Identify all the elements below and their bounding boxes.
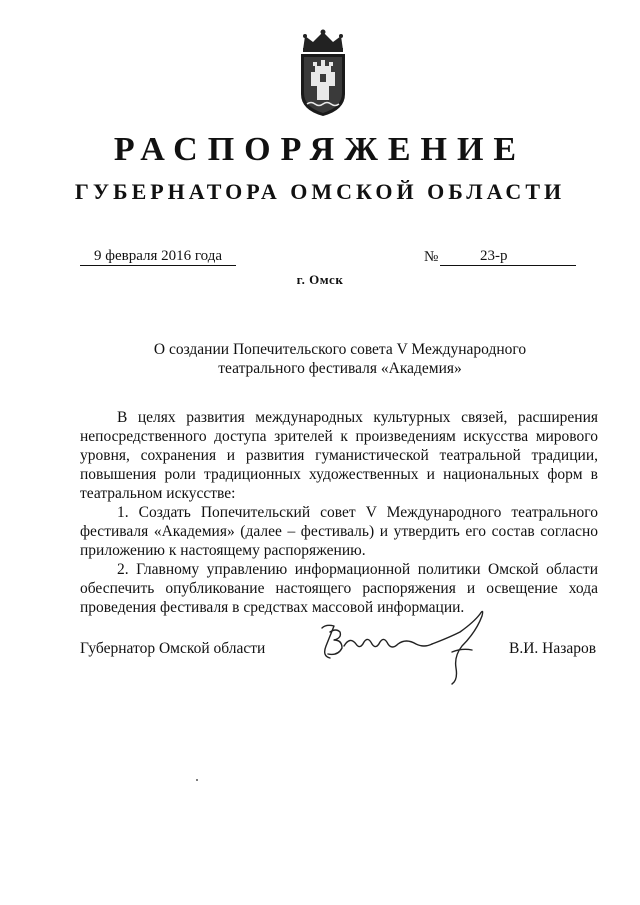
omsk-coat-of-arms-icon: [291, 28, 355, 118]
signer-role: Губернатор Омской области: [80, 640, 266, 657]
handwritten-signature-icon: [312, 606, 498, 686]
number-label: №: [424, 249, 439, 265]
subject-line-2: театрального фестиваля «Академия»: [218, 360, 462, 377]
document-subtitle: ГУБЕРНАТОРА ОМСКОЙ ОБЛАСТИ: [74, 179, 566, 204]
document-number: 23-р: [440, 247, 576, 266]
subject-line-1: О создании Попечительского совета V Международного: [153, 341, 527, 358]
body-intro: В целях развития международных культурных связей, расширения непосредственного доступа зрителей к произведениям искусства мирового уровня, сохранения и развития гуманистической театральной традиции, повышения роли традиционных художественных и национальных форм в театральном искусстве:: [80, 409, 598, 502]
scan-speck: [196, 779, 198, 781]
document-title: РАСПОРЯЖЕНИЕ: [113, 131, 527, 168]
body-item-2: 2. Главному управлению информационной политики Омской области обеспечить опубликование настоящего распоряжения и освещение хода проведения фестиваля в средствах массовой информации.: [80, 561, 598, 616]
document-city: г. Омск: [296, 272, 344, 287]
document-body: [80, 408, 598, 617]
document-date: 9 февраля 2016 года: [80, 247, 236, 266]
body-item-1: 1. Создать Попечительский совет V Международного театрального фестиваля «Академия» (далее – фестиваль) и утвердить его состав согласно приложению к настоящему распоряжению.: [80, 504, 598, 559]
document-subject: [80, 340, 600, 378]
signer-name: В.И. Назаров: [509, 640, 597, 657]
